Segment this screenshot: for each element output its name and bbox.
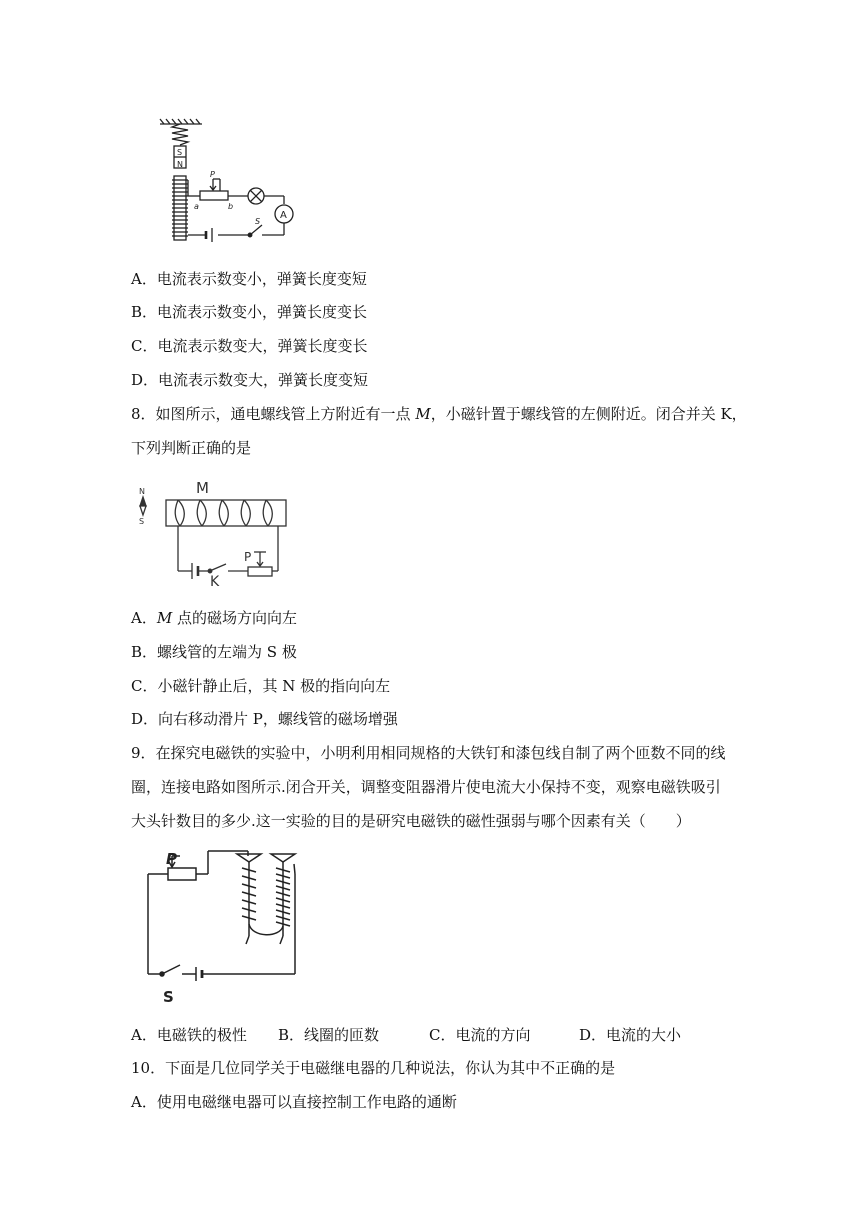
switch-k-label: K (210, 574, 220, 590)
q8-line1-pre: 8．如图所示，通电螺线管上方附近有一点 (131, 405, 416, 423)
q7-option-a: A．电流表示数变小，弹簧长度变短 (131, 270, 367, 288)
magnet-s-label: S (177, 148, 183, 157)
slider-p-label: P (210, 170, 215, 179)
q8-line1-post: ，小磁针置于螺线管的左侧附近。闭合并关 K， (430, 405, 747, 423)
q9-options-row (131, 1024, 731, 1044)
q9-option-d: D．电流的大小 (579, 1026, 682, 1044)
solenoid-compass-figure (130, 472, 295, 592)
spring-solenoid-circuit-figure (150, 118, 300, 246)
q9-question-line-2: 圈，连接电路如图所示.闭合开关，调整变阻器滑片使电流大小保持不变，观察电磁铁吸引 (131, 778, 721, 796)
slider-p-label: P (244, 550, 252, 564)
switch-s-label: S (255, 217, 261, 226)
q9-question-line-1: 9．在探究电磁铁的实验中，小明利用相同规格的大铁钉和漆包线自制了两个匝数不同的线 (131, 744, 726, 762)
q8-option-d: D．向右移动滑片 P，螺线管的磁场增强 (131, 710, 398, 728)
q8-option-a (131, 608, 297, 628)
q8-line1-m: M (415, 405, 431, 423)
ammeter-label: A (280, 210, 287, 221)
q8-option-a-m: M (156, 609, 173, 627)
q8-option-b: B．螺线管的左端为 S 极 (131, 643, 297, 661)
q8-option-c: C．小磁针静止后，其 N 极的指向向左 (131, 677, 391, 695)
q7-option-c: C．电流表示数变大，弹簧长度变长 (131, 337, 368, 355)
q9-question-line-3: 大头针数目的多少.这一实验的目的是研究电磁铁的磁性强弱与哪个因素有关（ ） (131, 812, 691, 830)
q8-question-line-1 (131, 404, 747, 424)
magnet-n-label: N (177, 160, 183, 169)
electromagnet-nails-figure (140, 846, 310, 1006)
q9-option-a: A．电磁铁的极性 (131, 1026, 247, 1044)
q9-option-b: B．线圈的匝数 (278, 1026, 380, 1044)
rheostat-b-label: b (228, 202, 234, 211)
compass-n-label: N (139, 487, 145, 496)
q7-option-d: D．电流表示数变大，弹簧长度变短 (131, 371, 369, 389)
point-m-label: M (196, 479, 209, 497)
q7-option-b: B．电流表示数变小，弹簧长度变长 (131, 303, 368, 321)
rheostat-p-label: P (166, 850, 177, 868)
q8-option-a-post: 点的磁场方向向左 (172, 609, 297, 627)
q8-option-a-pre: A． (131, 609, 157, 627)
q10-option-a: A．使用电磁继电器可以直接控制工作电路的通断 (131, 1093, 457, 1111)
compass-s-label: S (139, 517, 145, 526)
switch-s-label: S (163, 988, 174, 1006)
q8-question-line-2: 下列判断正确的是 (131, 439, 252, 457)
q10-question: 10．下面是几位同学关于电磁继电器的几种说法，你认为其中不正确的是 (131, 1059, 616, 1077)
rheostat-a-label: a (194, 202, 199, 211)
q9-option-c: C．电流的方向 (429, 1026, 531, 1044)
